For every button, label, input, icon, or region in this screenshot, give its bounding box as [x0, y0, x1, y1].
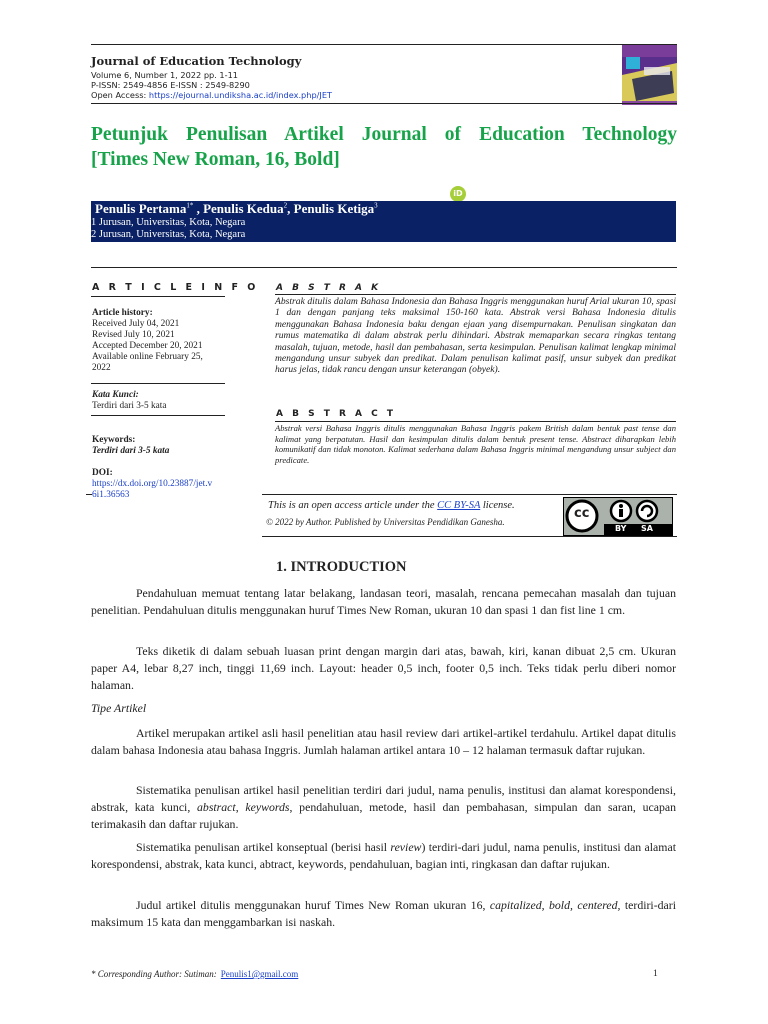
page-number: 1: [653, 969, 658, 979]
abstrak-heading: A B S T R A K: [276, 283, 382, 293]
intro-p4-text-a: Sistematika penulisan artikel hasil penelitian terdiri dari judul, nama penulis, institusi dan alamat korespondensi, abstrak, kata kunci,: [91, 783, 676, 814]
kata-kunci-rule: [91, 383, 225, 384]
abstract-heading: A B S T R A C T: [276, 409, 397, 419]
cc-by-sa-link[interactable]: CC BY-SA: [437, 500, 481, 511]
intro-paragraph-2: [91, 643, 676, 694]
author-first-sup: 1*: [186, 201, 194, 210]
license-top-rule: [262, 494, 677, 495]
article-info-rule: [91, 296, 225, 297]
journal-cover-thumbnail: [622, 45, 677, 105]
keywords-block: [92, 435, 169, 457]
author-separator: ,: [193, 201, 204, 216]
history-label: Article history:: [92, 308, 153, 318]
author-email-link[interactable]: Penulis1@gmail.com: [220, 969, 299, 979]
badge-by-label: BY: [615, 524, 627, 533]
intro-paragraph-1: [91, 585, 676, 619]
intro-paragraph-6: [91, 897, 676, 931]
abstrak-text: Abstrak ditulis dalam Bahasa Indonesia dan Bahasa Inggris menggunakan huruf Arial ukuran 10, spasi 1 dan dengan panjang teks maksimal 150-160 kata. Abstrak versi Bahasa Indonesia ditulis menggunakan Bahasa Indonesia baku dengan ejaan yang disempurnakan. Penulisan singkatan dan rumus matematika di dalam abstrak perlu dihindari. Abstrak memaparkan secara ringkas tentang masalah, tujuan, metode, hasil dan pembahasan, serta kesimpulan. Penulisan kalimat lengkap minimal mengandung unsur subyek dan predikat. Dalam penulisan kalimat pasif, unsur subyek dan predikat harus jelas, tidak rancu dengan unsur keterangan (obyek).: [275, 296, 676, 376]
doi-marker: [86, 494, 92, 495]
author-first: Penulis Pertama: [95, 201, 187, 216]
corresponding-author: [91, 969, 298, 979]
license-prefix: This is an open access article under the: [268, 500, 438, 511]
subheading-tipe-artikel: Tipe Artikel: [91, 701, 147, 715]
abstrak-rule: [275, 294, 676, 295]
history-revised: Revised July 10, 2021: [92, 330, 175, 340]
intro-p1-text: Pendahuluan memuat tentang latar belakang, landasan teori, masalah, rencana pemecahan masalah dan tujuan penelitian. Pendahuluan ditulis menggunakan huruf Times New Roman, ukuran 10 dan spasi 1 dan fist line 1 cm.: [91, 586, 676, 617]
copyright-line: © 2022 by Author. Published by Universitas Pendidikan Ganesha.: [266, 517, 505, 527]
open-access-line: [91, 90, 332, 100]
affiliation-2: 2 Jurusan, Universitas, Kota, Negara: [91, 229, 246, 240]
cc-icon: cc: [574, 506, 590, 521]
intro-p4-italic-2: keywords: [245, 800, 290, 814]
intro-p2-text: Teks diketik di dalam sebuah luasan print dengan margin dari atas, bawah, kiri, kanan dibuat 2,5 cm. Ukuran paper A4, lebar 8,27 inch, tinggi 11,69 inch. Layout: header 0,5 inch, footer 0,5 inch. Teks tidak perlu diberi nomor halaman.: [91, 644, 676, 692]
journal-name: Journal of Education Technology: [91, 54, 302, 68]
keywords-label: Keywords:: [92, 435, 136, 445]
license-line: [268, 500, 515, 511]
kata-kunci-value: Terdiri dari 3-5 kata: [92, 401, 167, 411]
doi-link[interactable]: [92, 479, 212, 501]
intro-paragraph-3: [91, 725, 676, 759]
affiliation-1: 1 Jurusan, Universitas, Kota, Negara: [91, 217, 246, 228]
intro-p5-text-b: ) terdiri-dari judul, nama penulis, institusi dan alamat korespondensi, abstrak, kata kunci, abtract, keywords, pendahuluan, bagian inti, ringkasan dan daftar rujukan.: [91, 840, 676, 871]
intro-p4-text-b: ,: [235, 800, 246, 814]
kata-kunci-label: Kata Kunci:: [92, 390, 139, 400]
author-block: [91, 201, 676, 242]
history-available: Available online February 25,: [92, 352, 203, 362]
intro-p3-text: Artikel merupakan artikel asli hasil penelitian atau hasil review dari artikel-artikel terdahulu. Artikel dapat ditulis dalam bahasa Indonesia atau bahasa Inggris. Jumlah halaman artikel antara 10 – 12 halaman termasuk daftar rujukan.: [91, 726, 676, 757]
keywords-rule: [91, 415, 225, 416]
intro-p6-text-a: Judul artikel ditulis menggunakan huruf Times New Roman ukuran 16,: [136, 898, 490, 912]
intro-p4-text-c: , pendahuluan, metode, hasil dan pembahasan, simpulan dan saran, ucapan terimakasih dan daftar rujukan.: [91, 800, 677, 831]
author-list: [95, 201, 378, 217]
intro-p5-text-a: Sistematika penulisan artikel konseptual (berisi hasil: [136, 840, 391, 854]
history-received: Received July 04, 2021: [92, 319, 180, 329]
license-bottom-rule: [262, 536, 677, 537]
title-line-1: Petunjuk Penulisan Artikel Journal of Education Technology: [91, 124, 677, 145]
intro-paragraph-5: [91, 839, 676, 873]
intro-p6-text-b: terdiri-dari maksimum 15 kata dan menggambarkan isi naskah.: [91, 898, 676, 929]
history-accepted: Accepted December 20, 2021: [92, 341, 203, 351]
license-suffix: license.: [480, 500, 515, 511]
intro-p4-italic-1: abstract: [197, 800, 236, 814]
article-info-heading: A R T I C L E I N F O: [92, 282, 259, 293]
orcid-icon[interactable]: iD: [450, 186, 466, 202]
title-line-2: [Times New Roman, 16, Bold]: [91, 149, 340, 170]
doi-block: [92, 468, 113, 479]
article-title: [91, 122, 677, 172]
keywords-value: Terdiri dari 3-5 kata: [92, 446, 170, 456]
introduction-heading: 1. INTRODUCTION: [276, 559, 407, 575]
header-top-rule: [91, 44, 677, 45]
doi-label: DOI:: [92, 468, 113, 478]
history-year: 2022: [92, 363, 111, 373]
badge-sa-label: SA: [641, 524, 653, 533]
kata-kunci-block: [92, 390, 166, 412]
abstract-rule: [275, 421, 676, 422]
author-third-sup: 3: [374, 201, 378, 210]
abstract-text: Abstrak versi Bahasa Inggris ditulis menggunakan Bahasa Inggris pakem British dalam bentuk past tense dan kalimat yang berpatutan. Hasil dan kesimpulan ditulis dalam bentuk present tense. Abstract diharapkan lebih komunikatif dan tidak monoton. Kalimat sederhana dalam Bahasa Inggris minimal mengandung unsur subject dan predicate.: [275, 423, 676, 465]
author-separator: ,: [287, 201, 294, 216]
section-rule: [91, 267, 677, 268]
author-third: Penulis Ketiga: [293, 201, 375, 216]
issn-line: P-ISSN: 2549-4856 E-ISSN : 2549-8290: [91, 80, 250, 90]
author-second: Penulis Kedua: [203, 201, 284, 216]
doi-link-line-1[interactable]: https://dx.doi.org/10.23887/jet.v: [92, 479, 213, 489]
volume-line: Volume 6, Number 1, 2022 pp. 1-11: [91, 70, 238, 80]
author-second-sup: 2: [283, 201, 288, 210]
cc-by-sa-badge[interactable]: [563, 497, 673, 536]
doi-link-line-2[interactable]: 6i1.36563: [92, 490, 130, 500]
header-bottom-rule: [91, 103, 677, 104]
corresponding-label: * Corresponding Author: Sutiman:: [91, 969, 217, 979]
open-access-label: Open Access:: [91, 90, 149, 100]
intro-p5-italic: review: [390, 840, 422, 854]
intro-paragraph-4: [91, 782, 676, 833]
article-history: [92, 308, 226, 374]
intro-p6-italic: capitalized, bold, centered,: [489, 898, 621, 912]
journal-url-link[interactable]: https://ejournal.undiksha.ac.id/index.php/JET: [148, 90, 332, 100]
